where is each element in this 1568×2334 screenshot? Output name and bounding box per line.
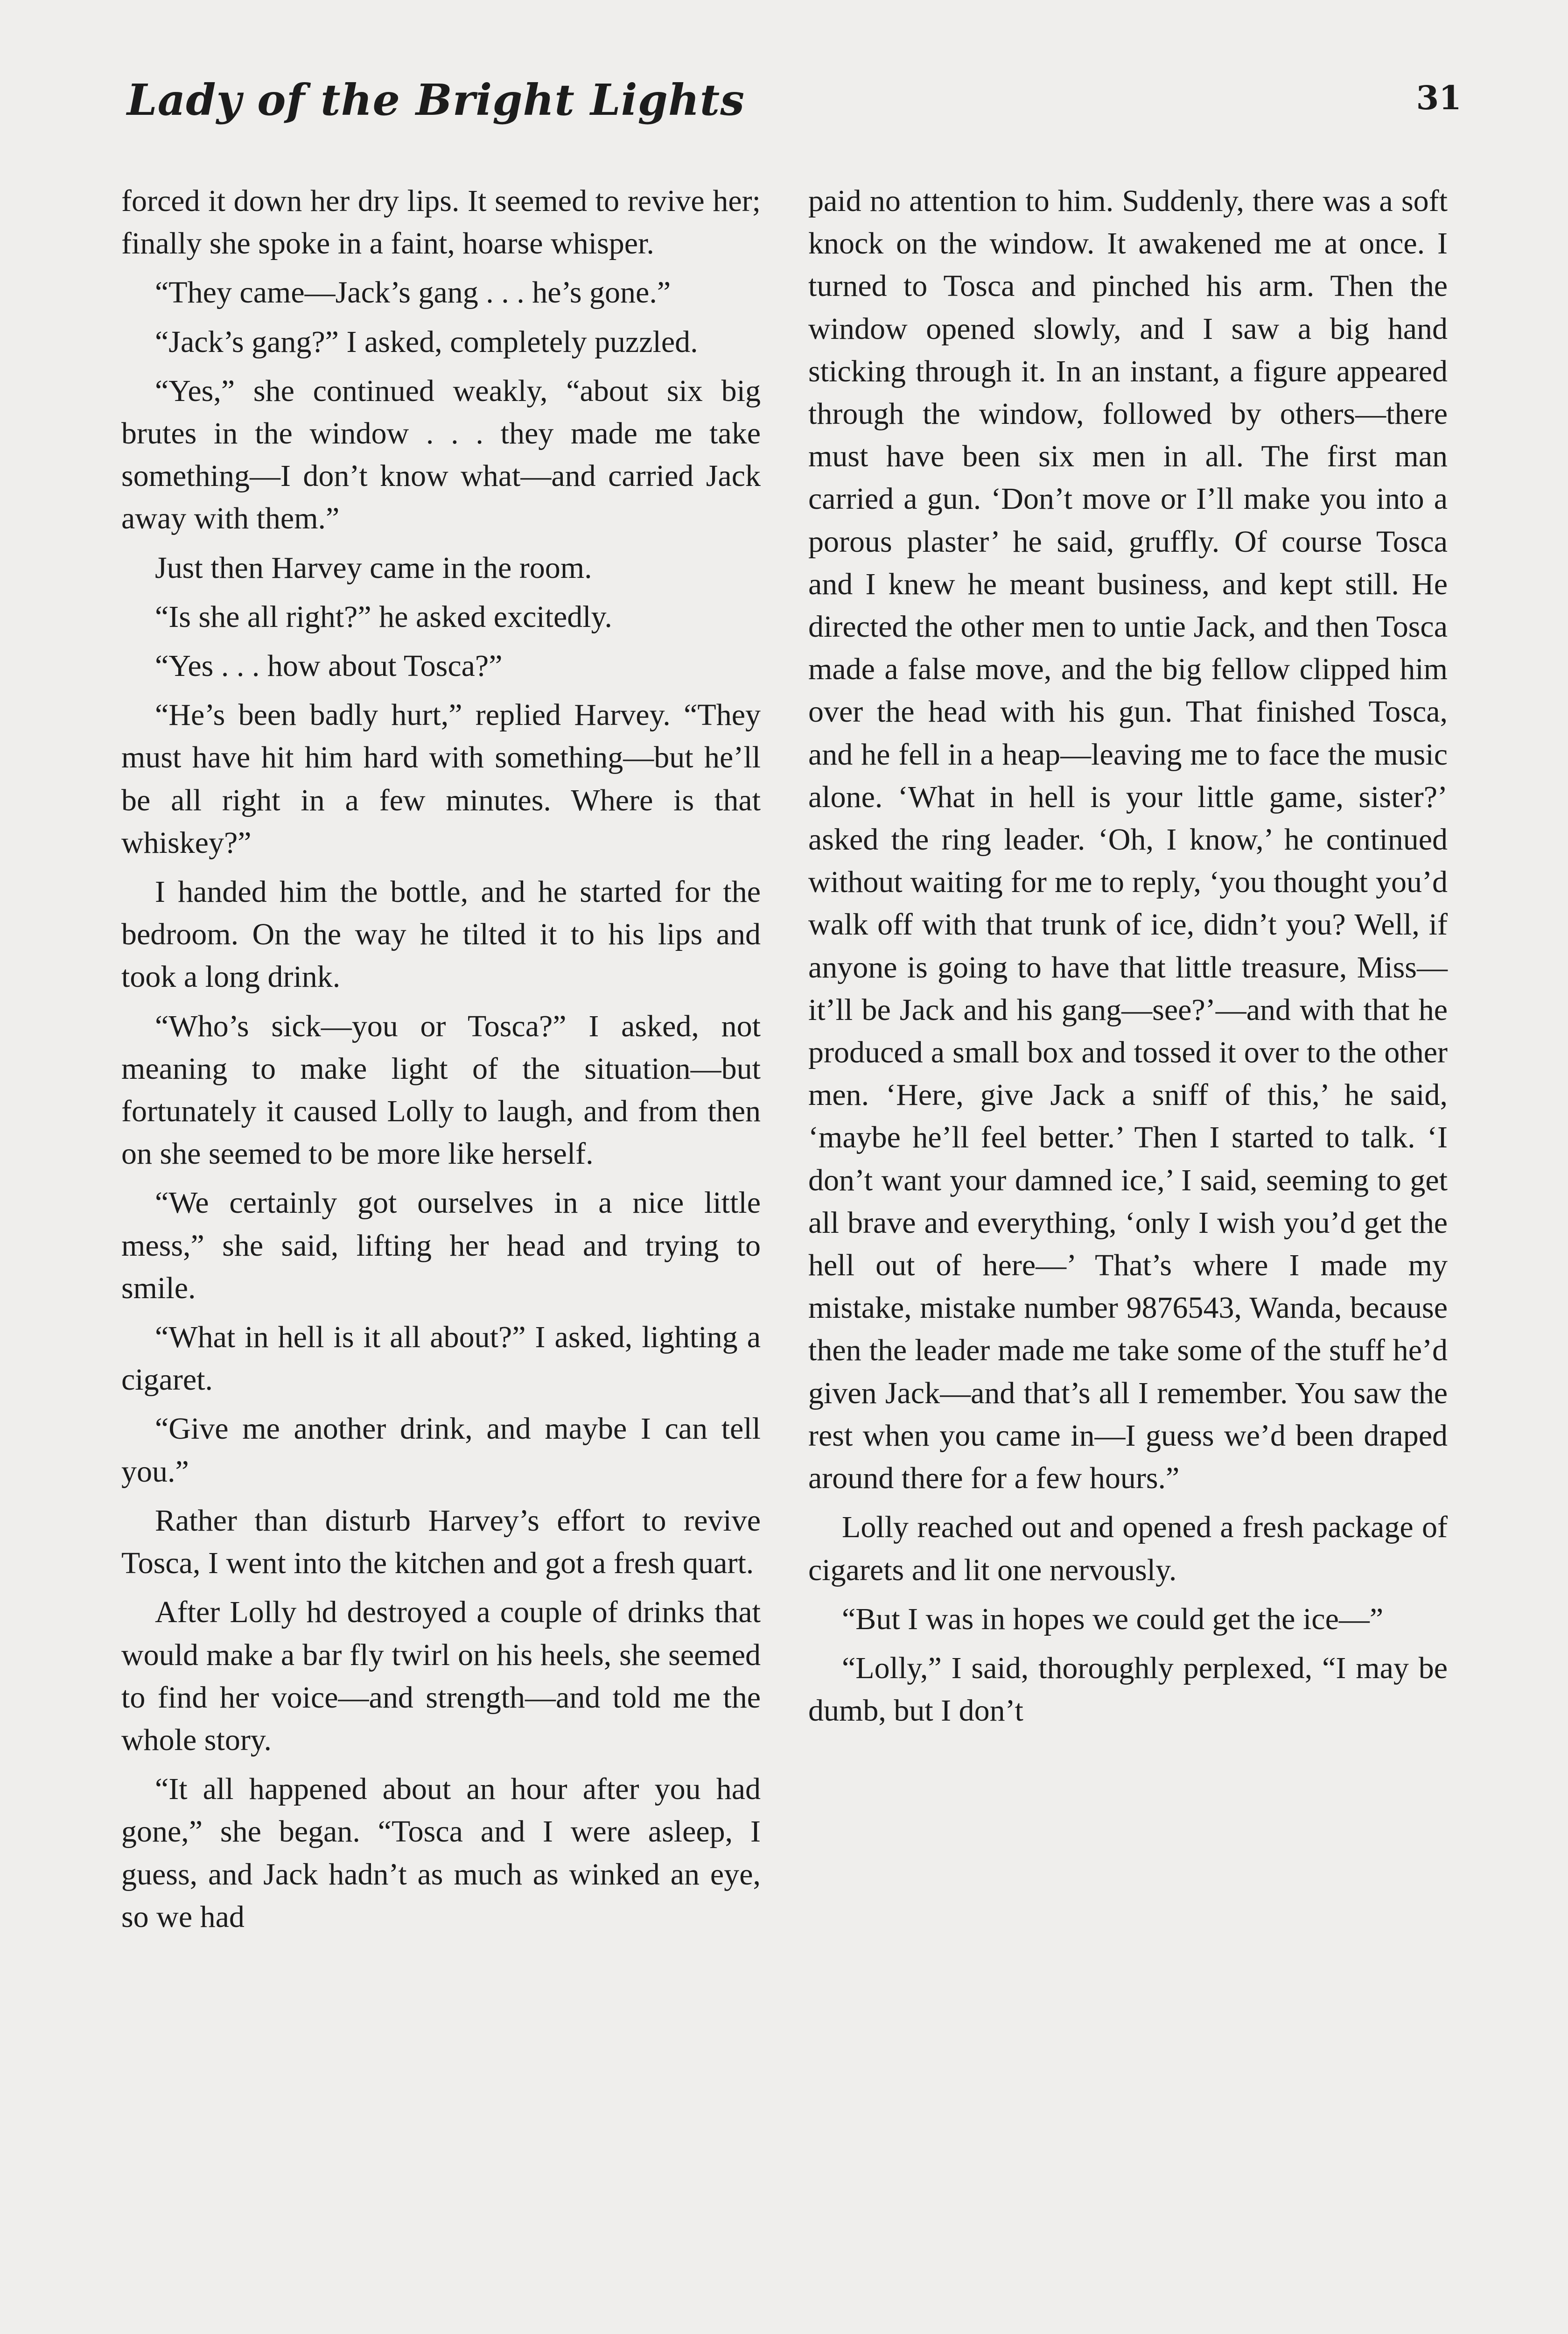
paragraph: Just then Harvey came in the room.: [155, 550, 592, 585]
left-column: [121, 180, 761, 1945]
paragraph: “Yes . . . how about Tosca?”: [155, 649, 503, 683]
paragraph: “Give me another drink, and maybe I can tell you.”: [121, 1412, 761, 1489]
paragraph: “Lolly,” I said, thoroughly perplexed, “I may be dumb, but I don’t: [808, 1651, 1448, 1728]
page-number: 31: [1416, 78, 1462, 117]
paragraph: “He’s been badly hurt,” replied Harvey. “They must have hit him hard with something—but he’ll be all right in a few minutes. Where is that whiskey?”: [121, 698, 761, 860]
paragraph: paid no attention to him. Suddenly, there was a soft knock on the window. It awakened me at once. I turned to Tosca and pinched his arm. Then the window opened slowly, and I saw a big hand sticking through it. In an instant, a figure appeared through the window, followed by others—there must have been six men in all. The first man carried a gun. ‘Don’t move or I’ll make you into a porous plaster’ he said, gruffly. Of course Tosca and I knew he meant business, and kept still. He directed the other men to untie Jack, and then Tosca made a false move, and the big fellow clipped him over the head with his gun. That finished Tosca, and he fell in a heap—leaving me to face the music alone. ‘What in hell is your little game, sister?’ asked the ring leader. ‘Oh, I know,’ he continued without waiting for me to reply, ‘you thought you’d walk off with that trunk of ice, didn’t you? Well, if anyone is going to have that little treasure, Miss—it’ll be Jack and his gang—see?’—and with that he produced a small box and tossed it over to the other men. ‘Here, give Jack a sniff of this,’ he said, ‘maybe he’ll feel better.’ Then I started to talk. ‘I don’t want your damned ice,’ I said, seeming to get all brave and everything, ‘only I wish you’d get the hell out of here—’ That’s where I made my mistake, mistake number 9876543, Wanda, because then the leader made me take some of the stuff he’d given Jack—and that’s all I remember. You saw the rest when you came in—I guess we’d been draped around there for a few hours.”: [808, 184, 1448, 1496]
paragraph: Lolly reached out and opened a fresh package of cigarets and lit one nervously.: [808, 1510, 1448, 1587]
paragraph: “Yes,” she continued weakly, “about six big brutes in the window . . . they made me take something—I don’t know what—and carried Jack away with them.”: [121, 373, 761, 536]
paragraph: “Who’s sick—you or Tosca?” I asked, not meaning to make light of the situation—but fortunately it caused Lolly to laugh, and from then on she seemed to be more like herself.: [121, 1009, 761, 1171]
right-column: [808, 180, 1448, 1738]
paragraph: I handed him the bottle, and he started for the bedroom. On the way he tilted it to his lips and took a long drink.: [121, 875, 761, 994]
paragraph: forced it down her dry lips. It seemed to revive her; finally she spoke in a faint, hoarse whisper.: [121, 184, 761, 261]
paragraph: Rather than disturb Harvey’s effort to revive Tosca, I went into the kitchen and got a fresh quart.: [121, 1503, 761, 1581]
paragraph: “We certainly got ourselves in a nice little mess,” she said, lifting her head and trying to smile.: [121, 1186, 761, 1305]
running-title: Lady of the Bright Lights: [127, 75, 745, 125]
paragraph: “Is she all right?” he asked excitedly.: [155, 599, 612, 634]
paragraph: “It all happened about an hour after you had gone,” she began. “Tosca and I were asleep, I guess, and Jack hadn’t as much as winked an eye, so we had: [121, 1772, 761, 1934]
paragraph: After Lolly hd destroyed a couple of drinks that would make a bar fly twirl on his heels, she seemed to find her voice—and strength—and told me the whole story.: [121, 1595, 761, 1757]
paragraph: “They came—Jack’s gang . . . he’s gone.”: [155, 275, 671, 310]
paragraph: “Jack’s gang?” I asked, completely puzzled.: [155, 324, 698, 359]
paragraph: “But I was in hopes we could get the ice—”: [842, 1602, 1384, 1636]
page-header: [127, 70, 1462, 149]
paragraph: “What in hell is it all about?” I asked, lighting a cigaret.: [121, 1320, 761, 1397]
